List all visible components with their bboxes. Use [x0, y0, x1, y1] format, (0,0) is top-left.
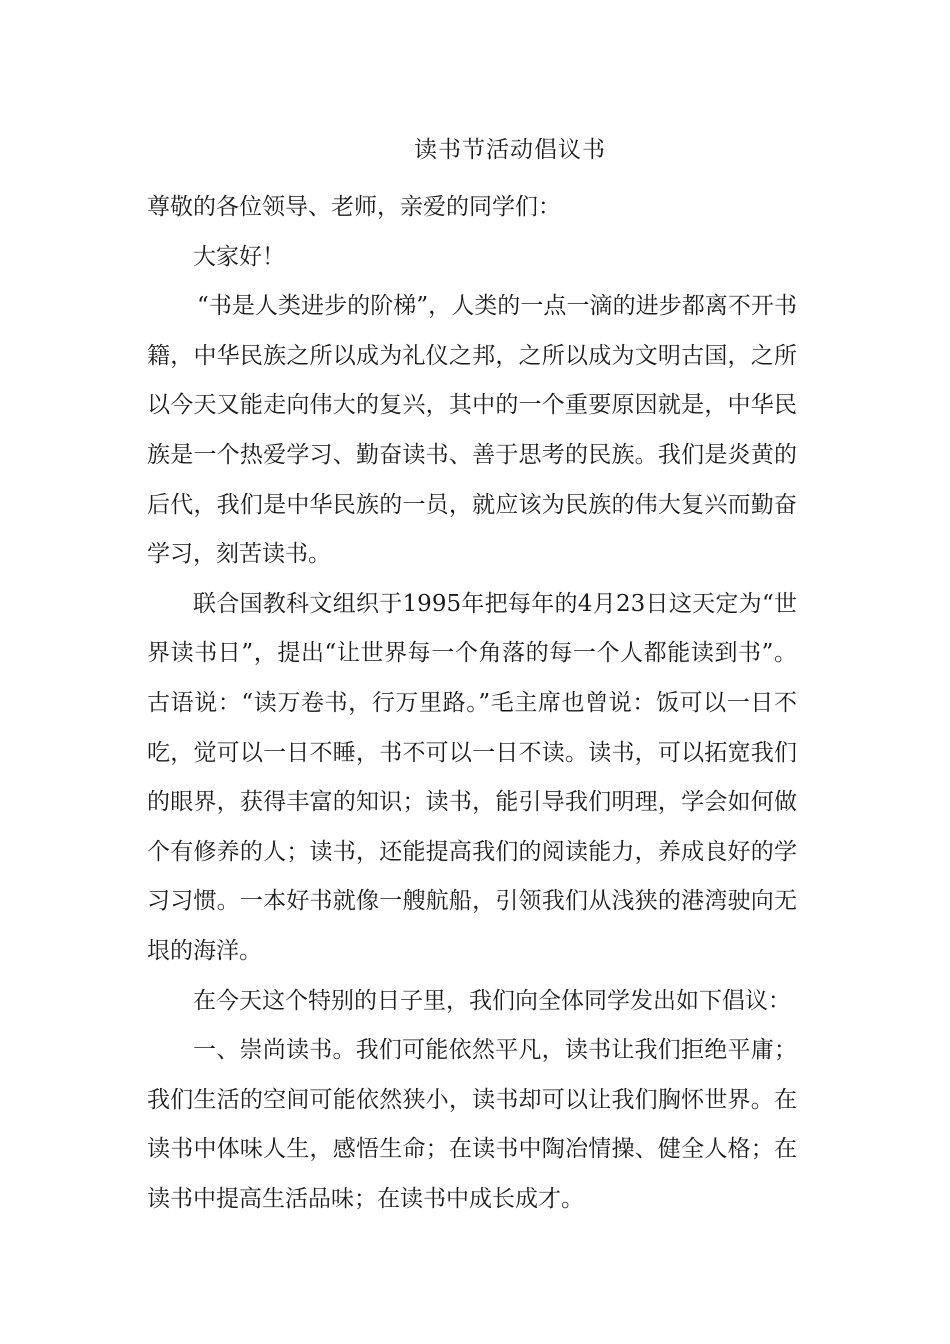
paragraph-3: 在今天这个特别的日子里，我们向全体同学发出如下倡议： — [193, 987, 791, 1014]
greeting: 大家好！ — [193, 243, 285, 270]
paragraph-2: 联合国教科文组织于1995年把每年的4月23日这天定为“世界读书日”，提出“让世界每一个角落的每一个人都能读到书”。古语说：“读万卷书，行万里路。”毛主席也曾说：饭可以一日不吃，觉可以一日不睡，书不可以一日不读。读书，可以拓宽我们的眼界，获得丰富的知识；读书，能引导我们明理，学会如何做个有修养的人；读书，还能提高我们的阅读能力，养成良好的学习习惯。一本好书就像一艘航船，引领我们从浅狭的港湾驶向无垠的海洋。 — [147, 590, 797, 964]
paragraph-1: “书是人类进步的阶梯”，人类的一点一滴的进步都离不开书籍，中华民族之所以成为礼仪之邦，之所以成为文明古国，之所以今天又能走向伟大的复兴，其中的一个重要原因就是，中华民族是一个热爱学习、勤奋读书、善于思考的民族。我们是炎黄的后代，我们是中华民族的一员，就应该为民族的伟大复兴而勤奋学习，刻苦读书。 — [147, 293, 797, 568]
paragraph-4: 一、崇尚读书。我们可能依然平凡，读书让我们拒绝平庸；我们生活的空间可能依然狭小，读书却可以让我们胸怀世界。在读书中体味人生，感悟生命；在读书中陶冶情操、健全人格；在读书中提高生活品味；在读书中成长成才。 — [147, 1037, 797, 1212]
salutation: 尊敬的各位领导、老师，亲爱的同学们： — [147, 194, 561, 220]
document-body — [147, 183, 797, 1224]
document-title: 读书节活动倡议书 — [414, 137, 606, 163]
